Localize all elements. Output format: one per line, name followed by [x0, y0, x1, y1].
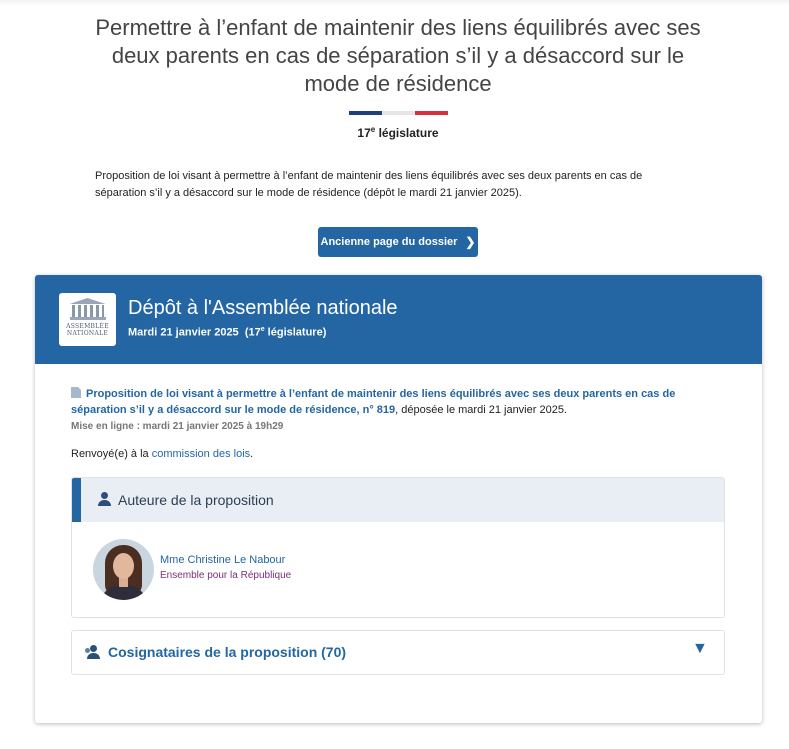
assemblee-nationale-logo	[59, 293, 116, 346]
building-icon	[68, 298, 108, 320]
card-subtitle: Mardi 21 janvier 2025 (17e législature)	[128, 326, 327, 339]
document-suffix: , déposée le mardi 21 janvier 2025.	[395, 404, 567, 416]
document-line	[71, 386, 711, 418]
author-name-link[interactable]: Mme Christine Le Nabour	[160, 554, 286, 566]
author-group: Ensemble pour la République	[160, 570, 292, 581]
card-header	[35, 275, 762, 364]
author-header	[72, 478, 725, 522]
deposit-card	[35, 275, 762, 723]
cosignatories-accordion[interactable]	[71, 630, 725, 675]
top-strip	[0, 0, 789, 6]
author-section	[71, 477, 725, 618]
logo-text: ASSEMBLÉE NATIONALE	[66, 323, 109, 337]
card-title: Dépôt à l'Assemblée nationale	[128, 297, 398, 319]
chevron-down-icon[interactable]: ▼	[692, 640, 708, 657]
commission-link[interactable]: commission des lois	[151, 448, 251, 460]
old-page-button-label: Ancienne page du dossier	[320, 236, 458, 248]
old-page-button[interactable]	[318, 227, 478, 257]
legislature-sup: e	[370, 125, 376, 134]
person-icon	[98, 492, 111, 506]
intro-text: Proposition de loi visant à permettre à l’enfant de maintenir des liens équilibrés avec ses deux parents en cas de séparation s’il y a désaccord sur le mode de résidence (dépôt le mardi 21 janvier 2025).	[95, 170, 643, 199]
document-icon	[71, 387, 81, 398]
page-title: Permettre à l’enfant de maintenir des liens équilibrés avec ses deux parents en cas de séparation s’il y a désaccord sur le mode de résidence	[95, 15, 701, 96]
legislature-number: 17	[357, 126, 371, 140]
author-section-title: Auteure de la proposition	[118, 492, 274, 508]
cosignatories-title: Cosignataires de la proposition (70)	[108, 644, 347, 660]
legislature-word: législature	[378, 126, 439, 140]
flag-white-stripe	[382, 111, 415, 115]
flag-blue-stripe	[349, 111, 382, 115]
document-link[interactable]: Proposition de loi visant à permettre à l’enfant de maintenir des liens équilibrés avec ses deux parents en cas de séparation s’il y a désaccord sur le mode de résidence, n° 819	[71, 388, 676, 416]
card-date: Mardi 21 janvier 2025	[128, 326, 239, 339]
online-date: Mise en ligne : mardi 21 janvier 2025 à 19h29	[71, 421, 284, 432]
chevron-right-icon: ❯	[465, 235, 476, 249]
flag-red-stripe	[415, 111, 448, 115]
referred-line: Renvoyé(e) à la commission des lois.	[71, 448, 254, 460]
author-avatar[interactable]	[93, 539, 154, 600]
legislature-label	[300, 125, 496, 140]
group-icon	[85, 645, 102, 660]
tricolor-bar	[349, 111, 448, 115]
